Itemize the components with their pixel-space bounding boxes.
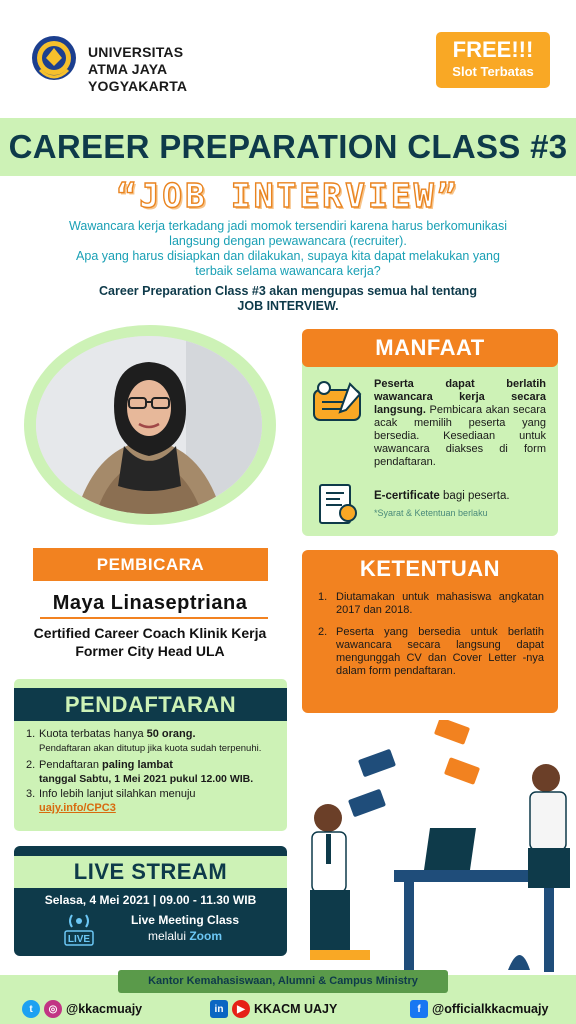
interview-chat-icon	[312, 380, 364, 428]
intro-bold-text	[60, 284, 516, 314]
social-facebook[interactable]	[410, 999, 548, 1019]
certificate-icon	[316, 483, 360, 527]
event-title: CAREER PREPARATION CLASS #3	[8, 128, 568, 165]
manfaat-item-1-text: Pembicara akan secara acak memilih peserta yang bersedia. Kesediaan untuk wawancara diakses di form pendaftaran.	[374, 404, 546, 468]
list-item	[26, 728, 282, 741]
youtube-icon: ▶	[232, 1000, 250, 1018]
university-logo	[30, 34, 260, 94]
list-item-number: 1.	[26, 728, 36, 740]
twitter-icon: t	[22, 1000, 40, 1018]
intro-line: Wawancara kerja terkadang jadi momok tersendiri karena harus berkomunikasi	[69, 219, 507, 233]
live-stream-platform	[110, 929, 260, 943]
linkedin-icon: in	[210, 1000, 228, 1018]
list-item-number: 3.	[26, 788, 36, 800]
ketentuan-list	[318, 591, 544, 687]
interview-illustration	[290, 720, 576, 980]
list-item-subtext: tanggal Sabtu, 1 Mei 2021 pukul 12.00 WIB.	[39, 773, 254, 785]
registration-link-wrap	[26, 802, 282, 814]
speaker-name: Maya Linaseptriana	[52, 592, 248, 614]
speaker-credentials	[20, 624, 280, 660]
list-item	[26, 788, 282, 801]
text-bold: 50 orang.	[146, 728, 196, 740]
list-item-text: Peserta yang bersedia untuk berlatih wawancara secara langsung dapat mengunggah CV dan Cover Letter -nya dalam form pendaftaran.	[336, 626, 544, 677]
list-item-text	[39, 728, 196, 741]
list-item-number: 2.	[26, 759, 36, 771]
live-stream-heading: LIVE STREAM	[14, 856, 287, 888]
list-item-number: 1.	[318, 591, 328, 603]
intro-bold-line: Career Preparation Class #3 akan mengupas semua hal tentang	[99, 284, 477, 298]
social-handle: KKACM UAJY	[254, 1002, 338, 1016]
text-span: Kuota terbatas hanya	[39, 728, 147, 740]
list-item-text: Info lebih lanjut silahkan menuju	[39, 788, 196, 800]
live-stream-format: Live Meeting Class	[130, 913, 240, 927]
intro-line: langsung dengan pewawancara (recruiter).	[169, 234, 407, 248]
manfaat-item-2-bold: E-certificate	[374, 490, 440, 502]
instagram-icon: ◎	[44, 1000, 62, 1018]
social-handle: @kkacmuajy	[66, 1002, 143, 1016]
manfaat-heading: MANFAAT	[302, 329, 558, 367]
list-item	[26, 759, 282, 772]
title-band	[0, 118, 576, 176]
manfaat-item-1	[374, 378, 546, 469]
manfaat-item-2	[374, 490, 549, 502]
text-span: Pendaftaran	[39, 759, 102, 771]
list-item-subtext: Pendaftaran akan ditutup jika kuota sudah terpenuhi.	[39, 743, 262, 754]
pendaftaran-heading: PENDAFTARAN	[14, 688, 287, 721]
intro-text	[60, 219, 516, 279]
speaker-photo	[30, 330, 268, 520]
list-item-number: 2.	[318, 626, 328, 638]
speaker-credential-line: Former City Head ULA	[75, 643, 225, 659]
university-name-line2: ATMA JAYA YOGYAKARTA	[88, 61, 188, 94]
message-card-icon	[348, 720, 480, 817]
intro-line: terbaik selama wawancara kerja?	[195, 264, 381, 278]
text-bold: paling lambat	[102, 759, 173, 771]
facebook-icon: f	[410, 1000, 428, 1018]
event-subtitle: “JOB INTERVIEW”	[116, 176, 460, 215]
intro-bold-line: JOB INTERVIEW.	[237, 299, 339, 313]
list-item-text: Diutamakan untuk mahasiswa angkatan 2017 dan 2018.	[336, 591, 544, 616]
registration-link[interactable]: uajy.info/CPC3	[39, 802, 116, 814]
text-span: melalui	[147, 929, 190, 943]
social-instagram-twitter[interactable]	[22, 999, 142, 1019]
free-badge-subtitle: Slot Terbatas	[452, 64, 534, 79]
free-badge	[436, 32, 550, 88]
manfaat-note: *Syarat & Ketentuan berlaku	[374, 508, 488, 518]
university-seal-icon	[30, 34, 82, 86]
intro-line: Apa yang harus disiapkan dan dilakukan, supaya kita dapat melakukan yang	[76, 249, 500, 263]
zoom-link[interactable]: Zoom	[189, 929, 223, 943]
live-icon-label: LIVE	[67, 934, 91, 945]
speaker-portrait-icon	[36, 336, 262, 514]
live-broadcast-icon	[64, 912, 94, 946]
speaker-credential-line: Certified Career Coach Klinik Kerja	[33, 625, 267, 641]
pendaftaran-list	[26, 726, 282, 814]
list-item	[318, 626, 544, 678]
manfaat-item-2-text: bagi peserta.	[439, 490, 510, 502]
manfaat-item-1-bold: Peserta dapat berlatih wawancara kerja secara langsung.	[374, 378, 546, 416]
office-tag: Kantor Kemahasiswaan, Alumni & Campus Ministry	[118, 970, 448, 993]
social-linkedin-youtube[interactable]	[210, 999, 337, 1019]
ketentuan-heading: KETENTUAN	[359, 556, 501, 581]
speaker-role-tag: PEMBICARA	[33, 548, 268, 581]
social-handle: @officialkkacmuajy	[432, 1002, 549, 1016]
free-badge-title: FREE!!!	[452, 37, 534, 62]
speaker-divider	[40, 617, 268, 619]
list-item-text	[39, 759, 173, 772]
list-item	[318, 591, 544, 617]
live-stream-date: Selasa, 4 Mei 2021 | 09.00 - 11.30 WIB	[44, 893, 257, 907]
university-name-line1: UNIVERSITAS	[88, 44, 184, 60]
